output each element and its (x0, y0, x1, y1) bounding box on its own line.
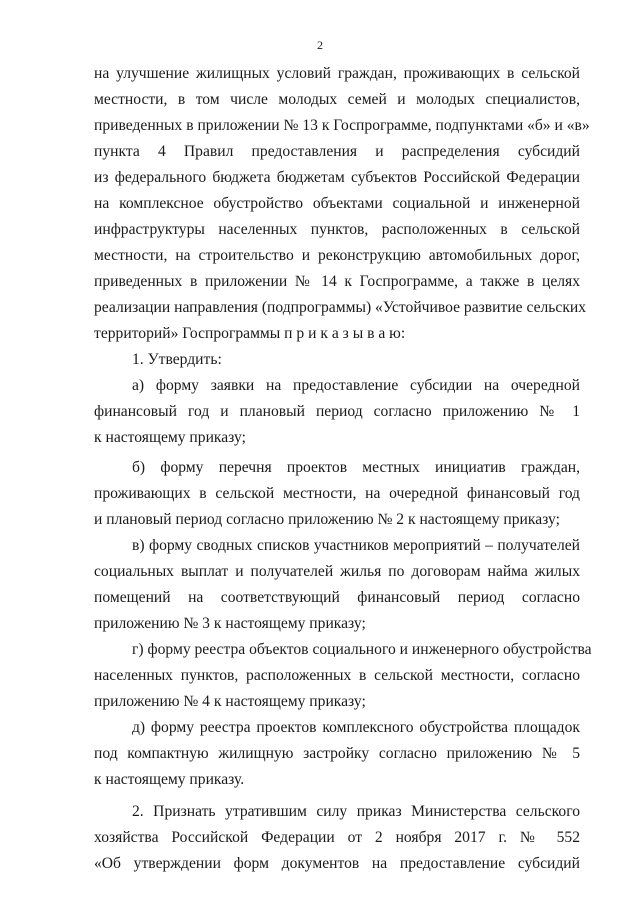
text-line: г) форму реестра объектов социального и инженерного обустройства (132, 641, 592, 658)
text-line: в) форму сводных списков участников мероприятий – получателей (132, 537, 580, 554)
text-line: приложению № 3 к настоящему приказу; (94, 615, 366, 632)
text-line: местности, в том числе молодых семей и молодых специалистов, (94, 91, 580, 108)
text-line: населенных пунктов, расположенных в сельской местности, согласно (94, 667, 580, 684)
text-line: д) форму реестра проектов комплексного обустройства площадок (132, 719, 580, 736)
text-line: финансовый год и плановый период согласно приложению № 1 (94, 403, 580, 420)
text-line: под компактную жилищную застройку согласно приложению № 5 (94, 745, 580, 762)
section-heading: 1. Утвердить: (132, 351, 222, 368)
text-line: помещений на соответствующий финансовый период согласно (94, 589, 580, 606)
text-line: и плановый период согласно приложению № 2 к настоящему приказу; (94, 511, 560, 528)
text-line: социальных выплат и получателей жилья по договорам найма жилых (94, 563, 580, 580)
text-line: приведенных в приложении № 14 к Госпрограмме, а также в целях (94, 273, 580, 290)
text-line: хозяйства Российской Федерации от 2 ноября 2017 г. № 552 (94, 829, 580, 846)
text-line: из федерального бюджета бюджетам субъектов Российской Федерации (94, 169, 580, 186)
text-line: на комплексное обустройство объектами социальной и инженерной (94, 195, 580, 212)
text-line: пункта 4 Правил предоставления и распределения субсидий (94, 143, 580, 160)
text-line: местности, на строительство и реконструкцию автомобильных дорог, (94, 247, 580, 264)
text-line: к настоящему приказу; (94, 429, 246, 446)
page-number: 2 (317, 38, 323, 52)
text-line: территорий» Госпрограммы п р и к а з ы в а ю: (94, 325, 406, 342)
text-line: 2. Признать утратившим силу приказ Министерства сельского (132, 803, 580, 820)
text-line: на улучшение жилищных условий граждан, проживающих в сельской (94, 65, 580, 82)
text-line: а) форму заявки на предоставление субсидии на очередной (132, 377, 580, 394)
text-line: инфраструктуры населенных пунктов, расположенных в сельской (94, 221, 580, 238)
text-line: к настоящему приказу. (94, 771, 245, 788)
text-line: «Об утверждении форм документов на предоставление субсидий (94, 855, 580, 872)
text-line: б) форму перечня проектов местных инициатив граждан, (132, 459, 580, 476)
text-line: реализации направления (подпрограммы) «Устойчивое развитие сельских (94, 299, 587, 316)
text-line: приложению № 4 к настоящему приказу; (94, 693, 366, 710)
text-line: приведенных в приложении № 13 к Госпрограмме, подпунктами «б» и «в» (94, 117, 590, 134)
text-line: проживающих в сельской местности, на очередной финансовый год (94, 485, 580, 502)
